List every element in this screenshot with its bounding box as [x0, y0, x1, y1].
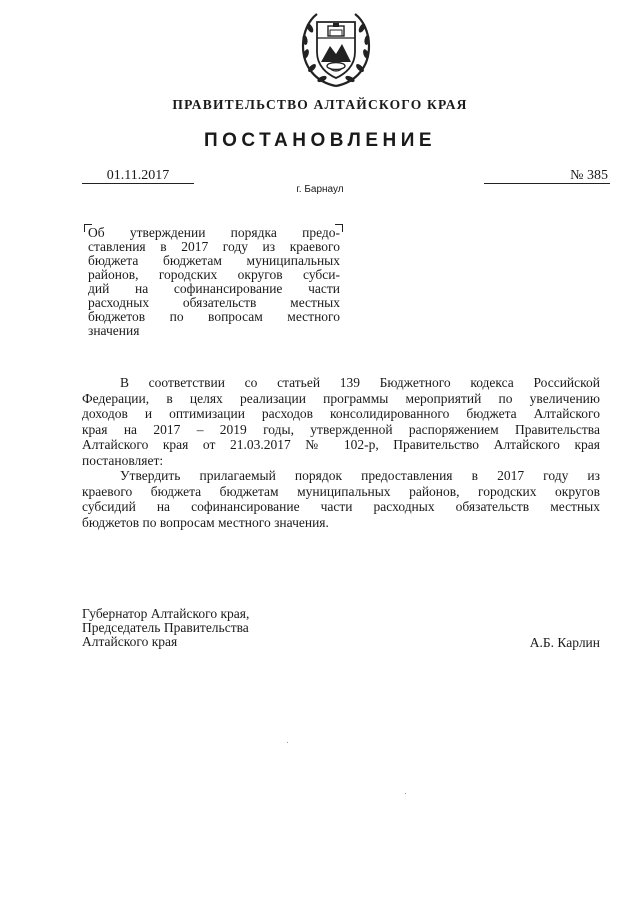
subject-line: Об утверждении порядка предо-: [88, 225, 340, 240]
signatory-position-line: Алтайского края: [82, 634, 178, 649]
subject-line: ставления в 2017 году из краевого: [88, 239, 340, 254]
signatory-position-line: Председатель Правительства: [82, 620, 249, 635]
body-line: доходов и оптимизации расходов консолидированного бюджета Алтайского: [82, 406, 600, 421]
city-label: г. Барнаул: [296, 184, 344, 195]
subject-line: районов, городских округов субси-: [88, 267, 340, 282]
subject-line: бюджета бюджетам муниципальных: [88, 253, 340, 268]
document-type-title: ПОСТАНОВЛЕНИЕ: [203, 130, 437, 151]
body-line: Утвердить прилагаемый порядок предоставления в 2017 году из: [120, 468, 600, 483]
body-line: Федерации, в целях реализации программы мероприятий по увеличению: [82, 390, 600, 406]
body-paragraph-1: [82, 375, 600, 468]
scan-speck: [405, 793, 406, 794]
body-paragraph-2: [82, 468, 600, 530]
body-line: Алтайского края от 21.03.2017 № 102-р, Правительство Алтайского края: [82, 437, 600, 452]
signatory-position: [82, 607, 249, 649]
body-line: В соответствии со статьей 139 Бюджетного кодекса Российской: [120, 375, 600, 390]
subject-line: дий на софинансирование части: [88, 281, 340, 296]
body-line: постановляет:: [82, 452, 164, 468]
body-line: бюджетов по вопросам местного значения.: [82, 514, 329, 530]
signatory-position-line: Губернатор Алтайского края,: [82, 606, 250, 621]
body-line: субсидий на софинансирование части расходных обязательств местных: [82, 499, 600, 514]
subject-line: бюджетов по вопросам местного: [88, 309, 340, 324]
scan-speck: [287, 742, 288, 743]
body-line: края на 2017 – 2019 годы, утвержденной распоряжением Правительства: [82, 421, 600, 437]
coat-of-arms-icon: [297, 8, 375, 90]
signatory-name: А.Б. Карлин: [529, 635, 600, 650]
document-subject: [88, 226, 340, 338]
body-line: краевого бюджета бюджетам муниципальных районов, городских округов: [82, 483, 600, 499]
government-title: ПРАВИТЕЛЬСТВО АЛТАЙСКОГО КРАЯ: [172, 97, 468, 112]
document-number: № 385: [484, 168, 610, 184]
document-body: [82, 375, 600, 530]
document-date: 01.11.2017: [82, 168, 194, 184]
subject-line: расходных обязательств местных: [88, 295, 340, 310]
subject-line: значения: [88, 323, 140, 338]
